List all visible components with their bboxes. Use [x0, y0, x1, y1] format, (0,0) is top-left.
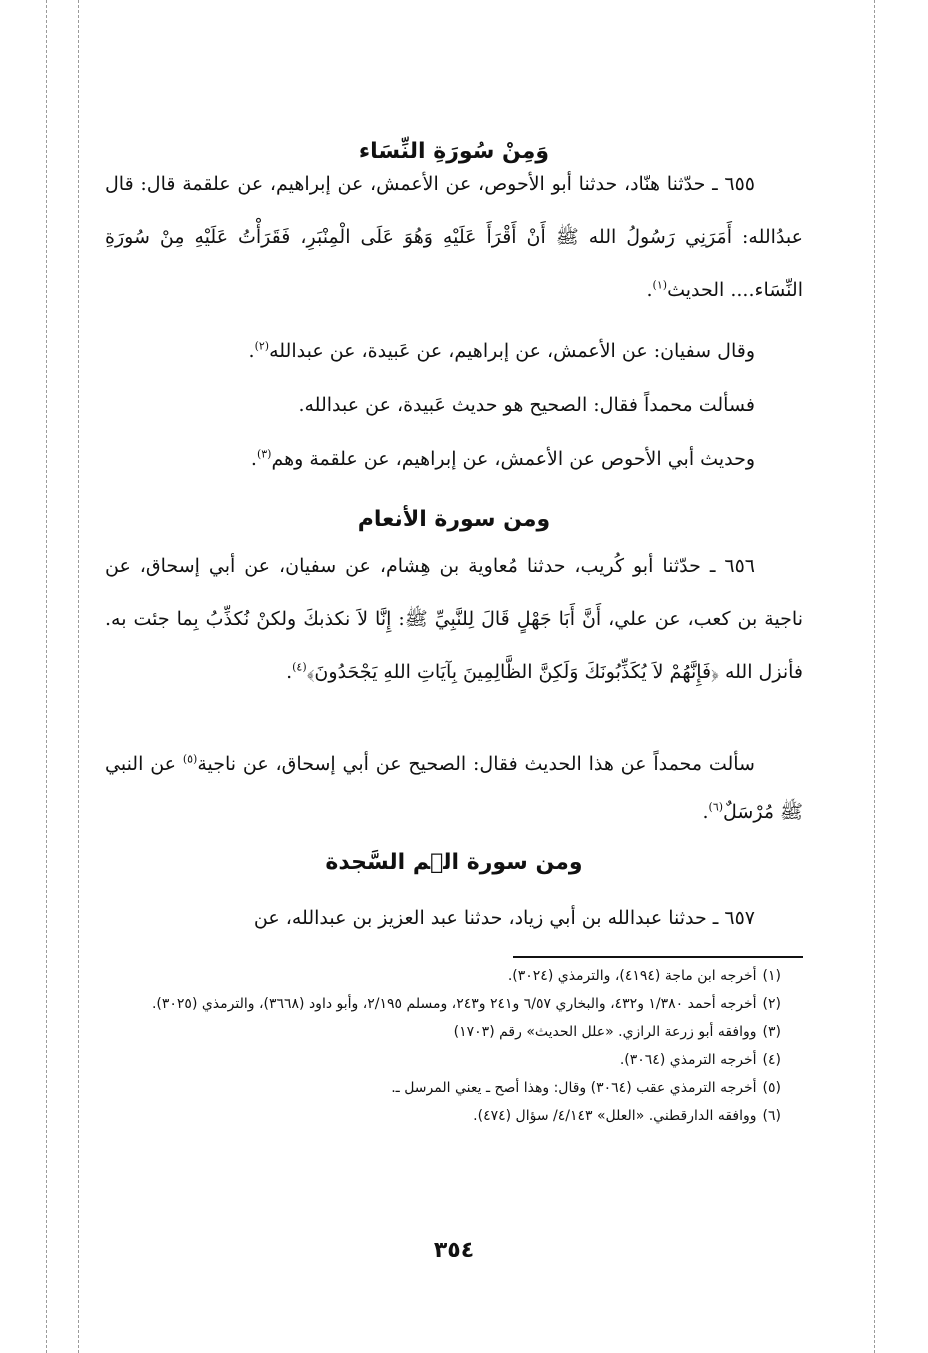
section-title-anam: ومن سورة الأنعام — [357, 507, 551, 532]
hadith-656-text: ٦٥٦ ـ حدّثنا أبو كُريب، حدثنا مُعاوية بن هِشام، عن سفيان، عن أبي إسحاق، عن ناجية بن كعب، عن علي، أَنَّ أَبَا جَهْلٍ قَالَ لِلنَّبِيِّ ﷺ: إِنَّا لاَ نكذبكَ ولكنْ نُكذِّبُ بِما جئت به. فأنزل الله ﴿فَإِنَّهُمْ لاَ يُكَذِّبُونَكَ وَلَكِنَّ الظَّالِمِينَ بِآيَاتِ اللهِ يَجْحَدُونَ﴾ — [105, 555, 803, 683]
footnote-6-num: (٦) — [762, 1108, 781, 1124]
question-656 — [105, 740, 803, 836]
note-abu-ahwas-text: وحديث أبي الأحوص عن الأعمش، عن إبراهيم، عن علقمة وهم — [271, 448, 755, 470]
page-number: ٣٥٤ — [433, 1238, 475, 1263]
scan-edge-left-inner — [78, 0, 79, 1353]
footnote-2-text: أخرجه أحمد ١/٣٨٠ و٤٣٢، والبخاري ٦/٥٧ و٢٤١ و٢٤٣، ومسلم ٢/١٩٥، وأبو داود (٣٦٦٨)، والترمذي (٣٠٢٥). — [151, 996, 757, 1012]
footnote-ref-5: (٥) — [182, 752, 198, 766]
footnote-4 — [105, 1046, 803, 1074]
footnote-2 — [105, 990, 803, 1018]
hadith-657-text: ٦٥٧ ـ حدثنا عبدالله بن أبي زياد، حدثنا عبد العزيز بن عبدالله، عن — [253, 907, 755, 929]
note-abu-ahwas-end: . — [250, 448, 257, 470]
footnote-3-num: (٣) — [762, 1024, 781, 1040]
hadith-655 — [105, 158, 803, 317]
footnote-ref-2: (٢) — [254, 339, 270, 353]
book-page — [105, 0, 803, 1353]
section-title-nisa: وَمِنْ سُورَةِ النِّسَاء — [358, 139, 550, 164]
question-656-end: . — [702, 801, 709, 823]
note-sufyan-text: وقال سفيان: عن الأعمش، عن إبراهيم، عن عَبيدة، عن عبدالله — [269, 340, 755, 362]
footnotes-list — [105, 962, 803, 1130]
footnote-6 — [105, 1102, 803, 1130]
scan-edge-left — [46, 0, 47, 1353]
question-656-text-b: عن النبي ﷺ مُرْسَلٌ — [105, 753, 803, 823]
footnote-5-text: أخرجه الترمذي عقب (٣٠٦٤) وقال: وهذا أصح ـ يعني المرسل ـ. — [391, 1080, 757, 1096]
hadith-655-text: ٦٥٥ ـ حدّثنا هنّاد، حدثنا أبو الأحوص، عن الأعمش، عن إبراهيم، عن علقمة قال: قال عبدُالله: أَمَرَنِي رَسُولُ الله ﷺ أَنْ أَقْرَأَ عَلَيْهِ وَهُوَ عَلَى الْمِنْبَرِ، فَقَرَأْتُ عَلَيْهِ مِنْ سُورَةِ النِّسَاء.... الحديث — [105, 173, 803, 301]
footnote-ref-3: (٣) — [256, 447, 272, 461]
hadith-656-end: . — [286, 661, 293, 683]
footnote-3 — [105, 1018, 803, 1046]
hadith-656 — [105, 540, 803, 699]
question-656-text-a: سألت محمداً عن هذا الحديث فقال: الصحيح عن أبي إسحاق، عن ناجية — [197, 753, 755, 775]
footnote-4-num: (٤) — [762, 1052, 781, 1068]
footnote-5 — [105, 1074, 803, 1102]
footnote-6-text: ووافقه الدارقطني. «العلل» ٤/١٤٣/ سؤال (٤٧٤). — [473, 1108, 757, 1124]
note-asked-muhammad-text: فسألت محمداً فقال: الصحيح هو حديث عَبيدة، عن عبدالله. — [298, 394, 755, 416]
note-sufyan — [105, 336, 803, 366]
section-title-sajda: ومن سورة الۤم السَّجدة — [325, 850, 583, 875]
note-abu-ahwas — [105, 444, 803, 474]
footnote-1-num: (١) — [762, 968, 781, 984]
footnote-4-text: أخرجه الترمذي (٣٠٦٤). — [619, 1052, 757, 1068]
footnote-separator — [513, 956, 803, 958]
note-sufyan-end: . — [248, 340, 255, 362]
footnote-2-num: (٢) — [762, 996, 781, 1012]
hadith-655-end: . — [646, 279, 653, 301]
footnote-3-text: ووافقه أبو زرعة الرازي. «علل الحديث» رقم (١٧٠٣) — [453, 1024, 757, 1040]
footnote-5-num: (٥) — [762, 1080, 781, 1096]
footnote-1 — [105, 962, 803, 990]
footnote-1-text: أخرجه ابن ماجة (٤١٩٤)، والترمذي (٣٠٢٤). — [507, 968, 757, 984]
footnote-ref-1: (١) — [652, 278, 668, 292]
footnote-ref-4: (٤) — [292, 660, 307, 674]
hadith-657 — [105, 903, 803, 933]
scan-edge-right — [874, 0, 875, 1353]
note-asked-muhammad — [105, 390, 803, 420]
footnote-ref-6: (٦) — [708, 800, 724, 814]
